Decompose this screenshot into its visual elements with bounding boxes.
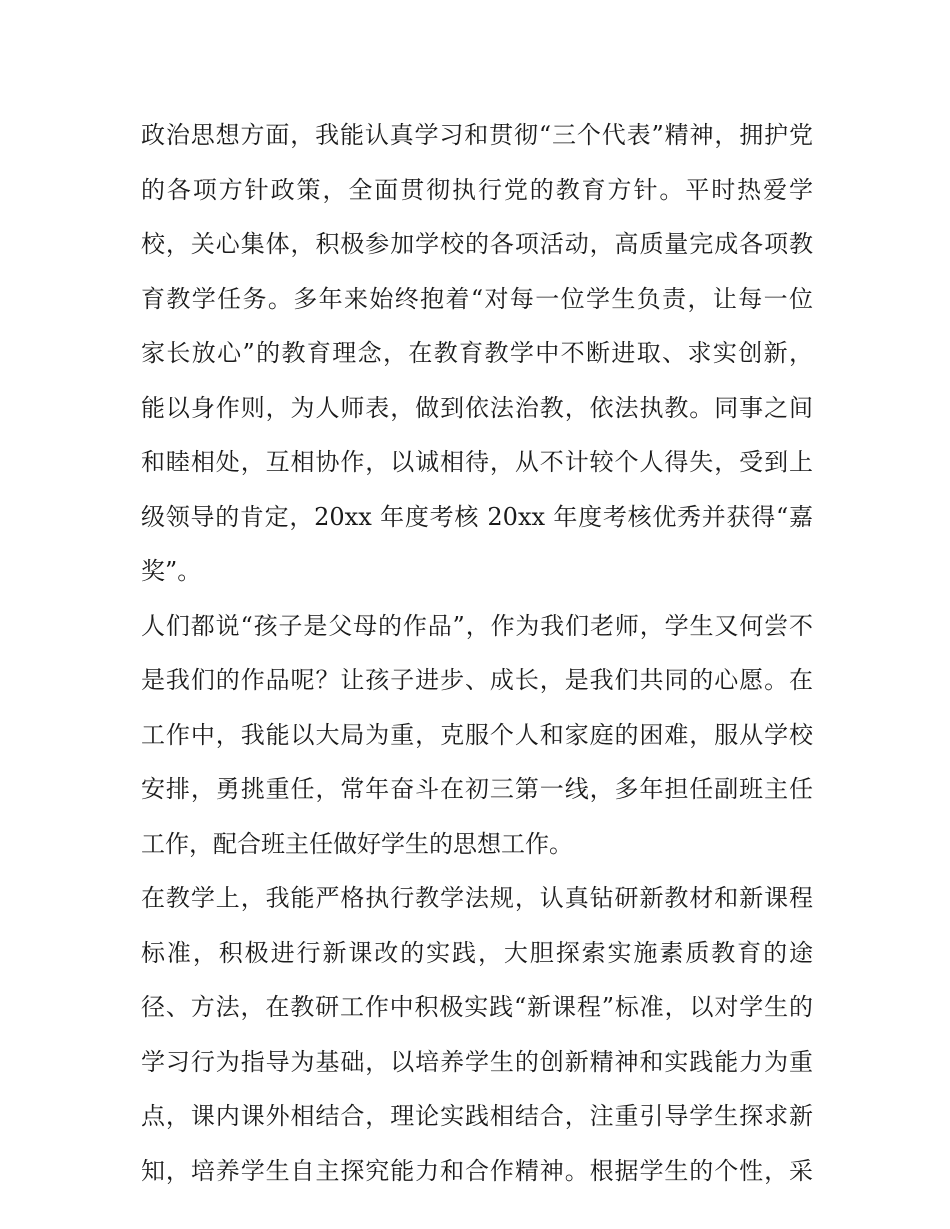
document-body bbox=[141, 108, 813, 1198]
paragraph-teaching bbox=[141, 871, 813, 1198]
text-line: 径、方法，在教研工作中积极实践“新课程”标准，以对学生的 bbox=[141, 993, 813, 1021]
text-line: 能以身作则，为人师表，做到依法治教，依法执教。同事之间 bbox=[141, 393, 813, 422]
text-line: 奖”。 bbox=[141, 557, 202, 585]
text-line: 工作，配合班主任做好学生的思想工作。 bbox=[141, 829, 573, 858]
text-line: 是我们的作品呢？让孩子进步、成长，是我们共同的心愿。在 bbox=[141, 666, 813, 694]
text-line: 校，关心集体，积极参加学校的各项活动，高质量完成各项教 bbox=[141, 230, 813, 258]
text-line: 的各项方针政策，全面贯彻执行党的教育方针。平时热爱学 bbox=[141, 175, 813, 204]
text-line: 工作中，我能以大局为重，克服个人和家庭的困难，服从学校 bbox=[141, 720, 813, 749]
text-line: 知，培养学生自主探究能力和合作精神。根据学生的个性，采 bbox=[141, 1156, 813, 1185]
text-line: 政治思想方面，我能认真学习和贯彻“三个代表”精神，拥护党 bbox=[141, 121, 813, 149]
text-line: 育教学任务。多年来始终抱着“对每一位学生负责，让每一位 bbox=[141, 284, 813, 313]
paragraph-political-thought bbox=[141, 108, 813, 599]
text-line: 人们都说“孩子是父母的作品”，作为我们老师，学生又何尝不 bbox=[141, 611, 813, 640]
text-line: 点，课内课外相结合，理论实践相结合，注重引导学生探求新 bbox=[141, 1102, 813, 1130]
text-line: 学习行为指导为基础，以培养学生的创新精神和实践能力为重 bbox=[141, 1047, 813, 1076]
text-line: 和睦相处，互相协作，以诚相待，从不计较个人得失，受到上 bbox=[141, 448, 813, 476]
text-line: 在教学上，我能严格执行教学法规，认真钻研新教材和新课程 bbox=[141, 884, 813, 912]
text-line: 家长放心”的教育理念，在教育教学中不断进取、求实创新， bbox=[141, 339, 813, 367]
paragraph-students-as-works bbox=[141, 599, 813, 872]
text-line: 标准，积极进行新课改的实践，大胆探索实施素质教育的途 bbox=[141, 938, 813, 967]
text-line: 安排，勇挑重任，常年奋斗在初三第一线，多年担任副班主任 bbox=[141, 775, 813, 803]
text-line: 级领导的肯定，20xx 年度考核 20xx 年度考核优秀并获得“嘉 bbox=[141, 502, 813, 531]
